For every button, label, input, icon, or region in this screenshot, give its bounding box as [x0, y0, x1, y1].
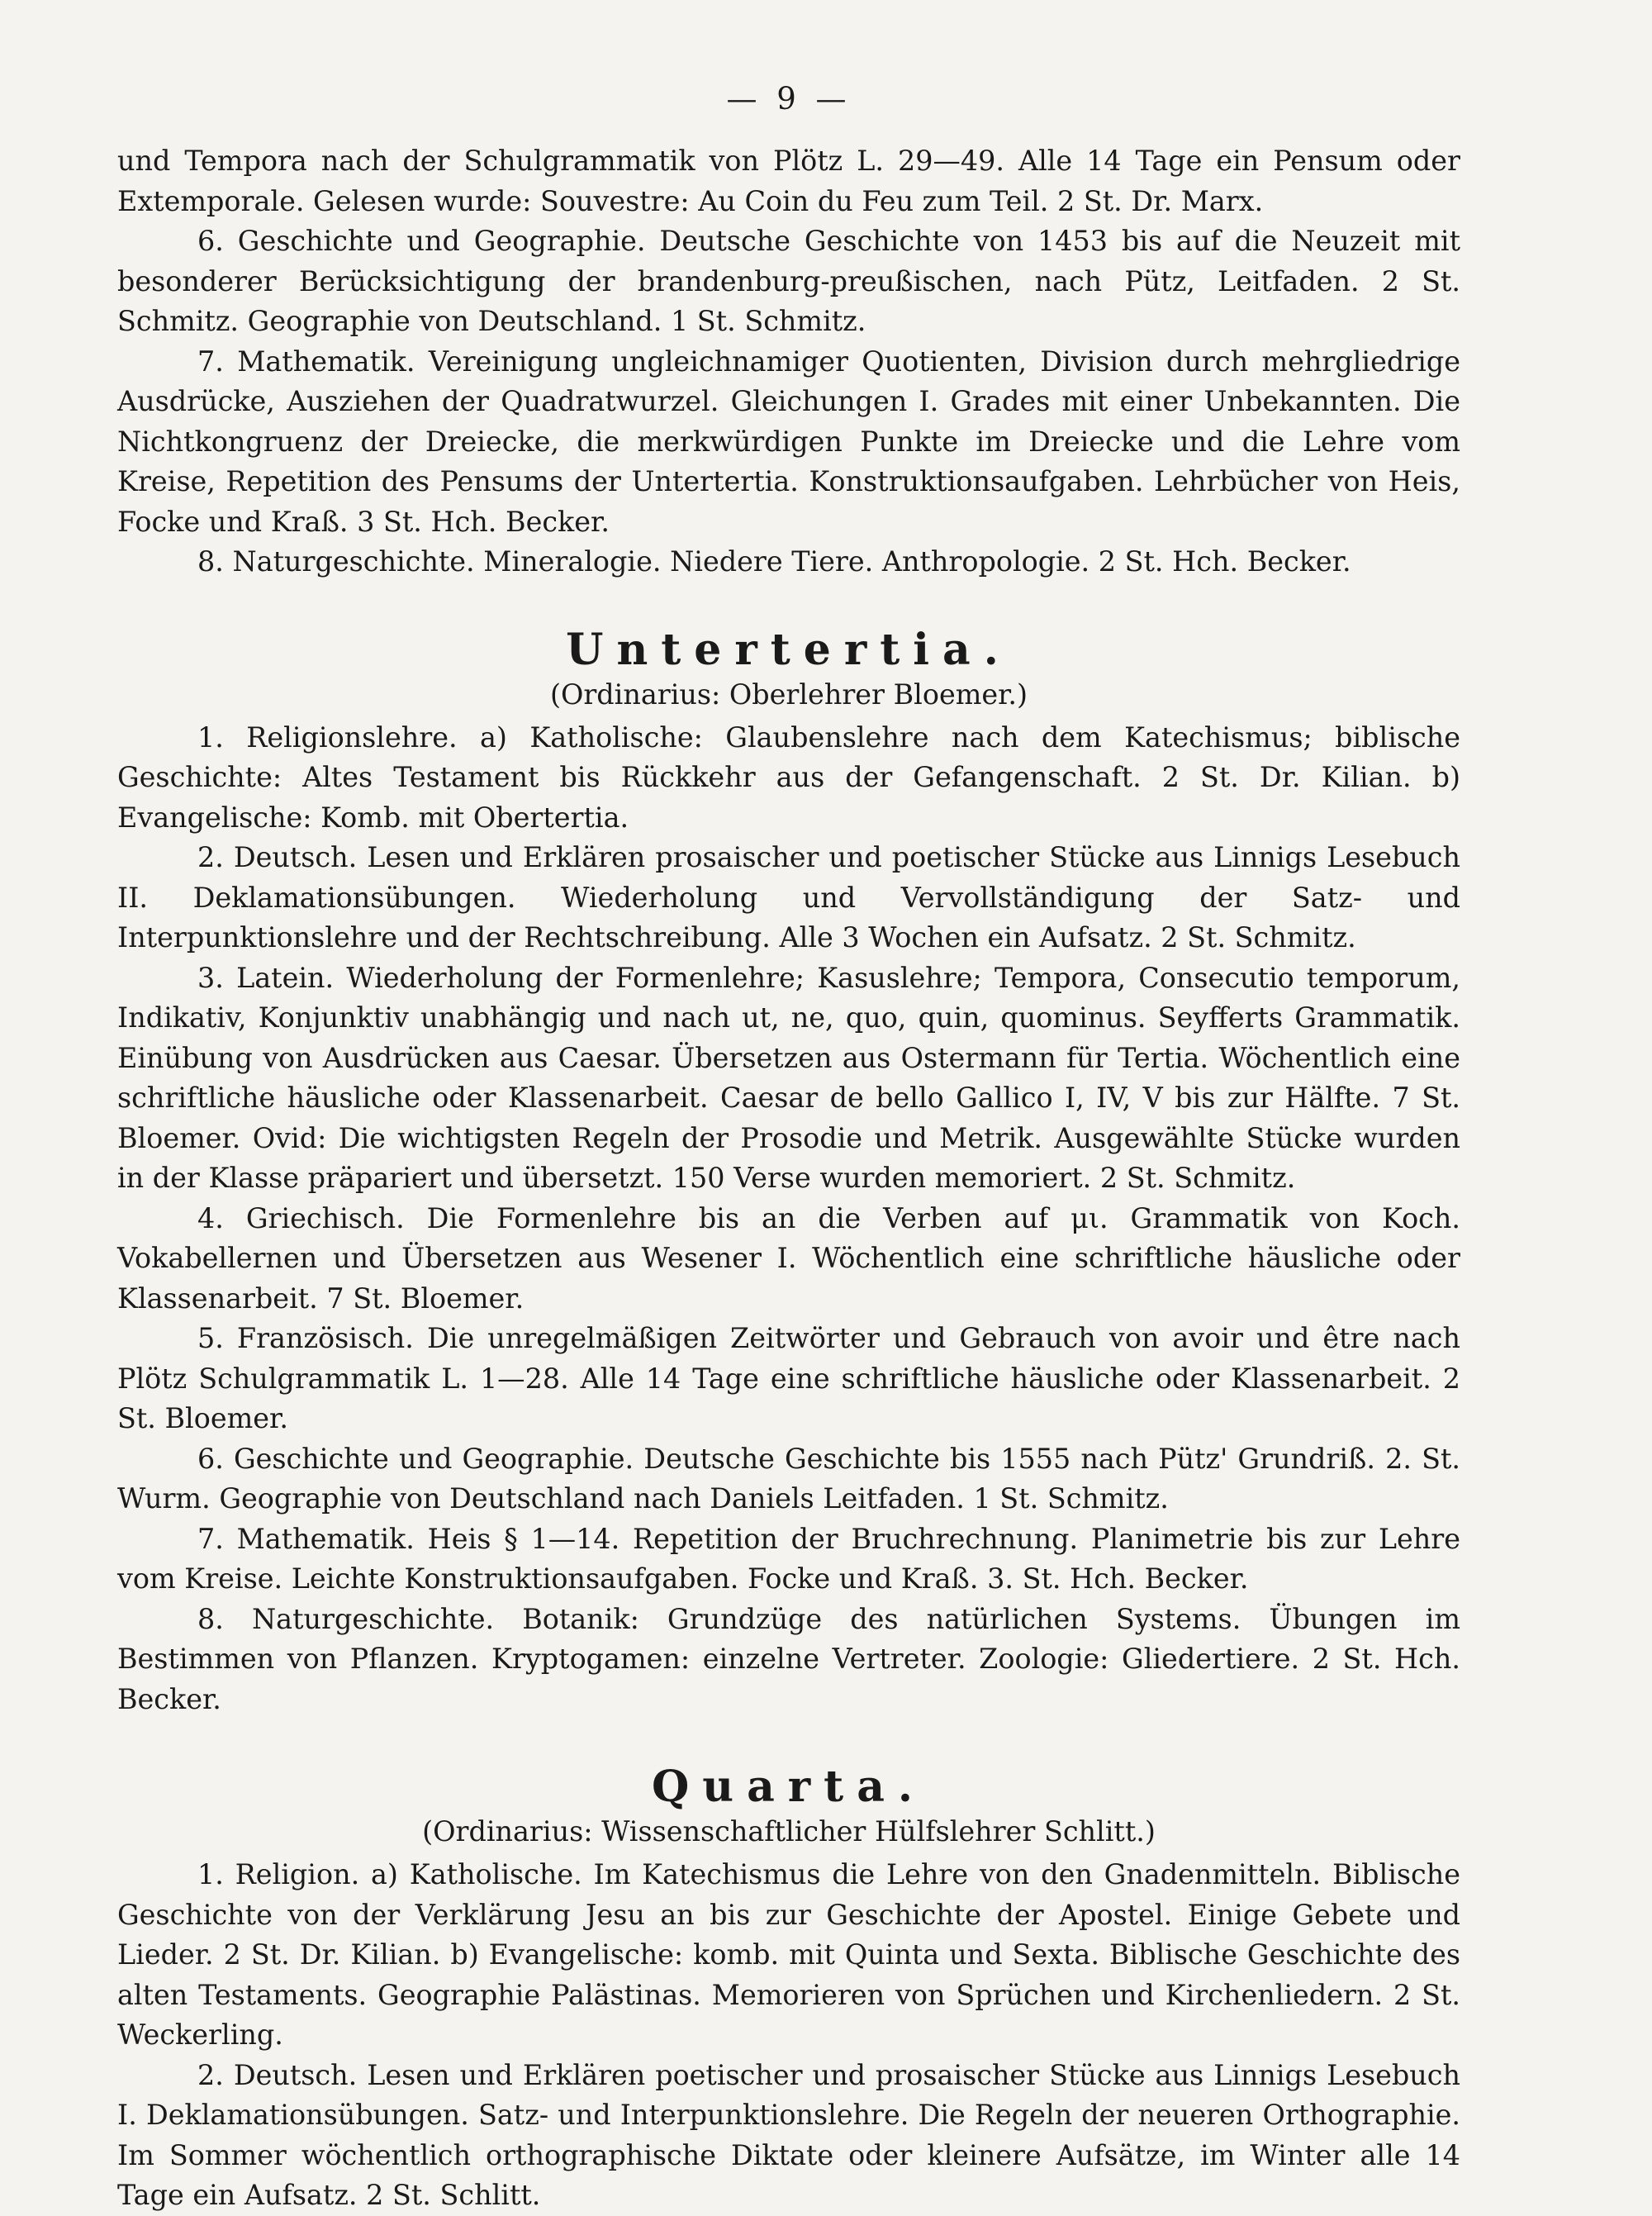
- section-ordinarius: (Ordinarius: Wissenschaftlicher Hülfslehrer Schlitt.): [422, 1815, 1156, 1847]
- section-paragraph: 2. Deutsch. Lesen und Erklären prosaischer und poetischer Stücke aus Linnigs Lesebuch II. Deklamationsübungen. Wiederholung und Vervollständigung der Satz- und Interpunktionslehre und der Rechtschreibung. Alle 3 Wochen ein Aufsatz. 2 St. Schmitz.: [117, 841, 1460, 953]
- section-paragraph: 8. Naturgeschichte. Botanik: Grundzüge des natürlichen Systems. Übungen im Bestimmen von Pflanzen. Kryptogamen: einzelne Vertreter. Zoologie: Gliedertiere. 2 St. Hch. Becker.: [117, 1602, 1460, 1715]
- section-untertertia: [117, 625, 1460, 1720]
- section-paragraph: 5. Französisch. Die unregelmäßigen Zeitwörter und Gebrauch von avoir und être nach Plötz Schulgrammatik L. 1—28. Alle 14 Tage eine schriftliche häusliche oder Klassenarbeit. 2 St. Bloemer.: [117, 1322, 1460, 1434]
- section-heading: Quarta.: [651, 1762, 926, 1812]
- intro-paragraph: 7. Mathematik. Vereinigung ungleichnamiger Quotienten, Division durch mehrgliedrige Ausdrücke, Ausziehen der Quadratwurzel. Gleichungen I. Grades mit einer Unbekannten. Die Nichtkongruenz der Dreiecke, die merkwürdigen Punkte im Dreiecke und die Lehre vom Kreise, Repetition des Pensums der Untertertia. Konstruktionsaufgaben. Lehrbücher von Heis, Focke und Kraß. 3 St. Hch. Becker.: [117, 345, 1460, 538]
- intro-paragraph: und Tempora nach der Schulgrammatik von Plötz L. 29—49. Alle 14 Tage ein Pensum oder Extemporale. Gelesen wurde: Souvestre: Au Coin du Feu zum Teil. 2 St. Dr. Marx.: [117, 145, 1460, 217]
- section-paragraph: 4. Griechisch. Die Formenlehre bis an die Verben auf μι. Grammatik von Koch. Vokabellernen und Übersetzen aus Wesener I. Wöchentlich eine schriftliche häusliche oder Klassenarbeit. 7 St. Bloemer.: [117, 1201, 1460, 1315]
- section-heading: Untertertia.: [566, 624, 1012, 675]
- page-number: — 9 —: [726, 81, 852, 117]
- section-ordinarius: (Ordinarius: Oberlehrer Bloemer.): [549, 678, 1028, 711]
- section-paragraph: 3. Latein. Wiederholung der Formenlehre; Kasuslehre; Tempora, Consecutio temporum, Indikativ, Konjunktiv unabhängig und nach ut, ne, quo, quin, quominus. Seyfferts Grammatik. Einübung von Ausdrücken aus Caesar. Übersetzen aus Ostermann für Tertia. Wöchentlich eine schriftliche häusliche oder Klassenarbeit. Caesar de bello Gallico I, IV, V bis zur Hälfte. 7 St. Bloemer. Ovid: Die wichtigsten Regeln der Prosodie und Metrik. Ausgewählte Stücke wurden in der Klasse präpariert und übersetzt. 150 Verse wurden memoriert. 2 St. Schmitz.: [117, 961, 1460, 1194]
- section-paragraph: 2. Deutsch. Lesen und Erklären poetischer und prosaischer Stücke aus Linnigs Lesebuch I. Deklamationsübungen. Satz- und Interpunktionslehre. Die Regeln der neueren Orthographie. Im Sommer wöchentlich orthographische Diktate oder kleinere Aufsätze, im Winter alle 14 Tage ein Aufsatz. 2 St. Schlitt.: [117, 2058, 1460, 2211]
- section-paragraph: 1. Religionslehre. a) Katholische: Glaubenslehre nach dem Katechismus; biblische Geschichte: Altes Testament bis Rückkehr aus der Gefangenschaft. 2 St. Dr. Kilian. b) Evangelische: Komb. mit Obertertia.: [117, 720, 1460, 834]
- intro-block: [117, 141, 1460, 583]
- intro-paragraph: 6. Geschichte und Geographie. Deutsche Geschichte von 1453 bis auf die Neuzeit mit besonderer Berücksichtigung der brandenburg-preußischen, nach Pütz, Leitfaden. 2 St. Schmitz. Geographie von Deutschland. 1 St. Schmitz.: [117, 225, 1460, 337]
- section-paragraph: 1. Religion. a) Katholische. Im Katechismus die Lehre von den Gnadenmitteln. Biblische Geschichte von der Verklärung Jesu an bis zur Geschichte der Apostel. Einige Gebete und Lieder. 2 St. Dr. Kilian. b) Evangelische: komb. mit Quinta und Sexta. Biblische Geschichte des alten Testaments. Geographie Palästinas. Memorieren von Sprüchen und Kirchenliedern. 2 St. Weckerling.: [117, 1858, 1460, 2051]
- section-paragraph: 6. Geschichte und Geographie. Deutsche Geschichte bis 1555 nach Pütz' Grundriß. 2. St. Wurm. Geographie von Deutschland nach Daniels Leitfaden. 1 St. Schmitz.: [117, 1442, 1460, 1515]
- section-quarta: [117, 1762, 1460, 2216]
- section-paragraph: 7. Mathematik. Heis § 1—14. Repetition der Bruchrechnung. Planimetrie bis zur Lehre vom Kreise. Leichte Konstruktionsaufgaben. Focke und Kraß. 3. St. Hch. Becker.: [117, 1522, 1460, 1595]
- intro-paragraph: 8. Naturgeschichte. Mineralogie. Niedere Tiere. Anthropologie. 2 St. Hch. Becker.: [197, 545, 1351, 578]
